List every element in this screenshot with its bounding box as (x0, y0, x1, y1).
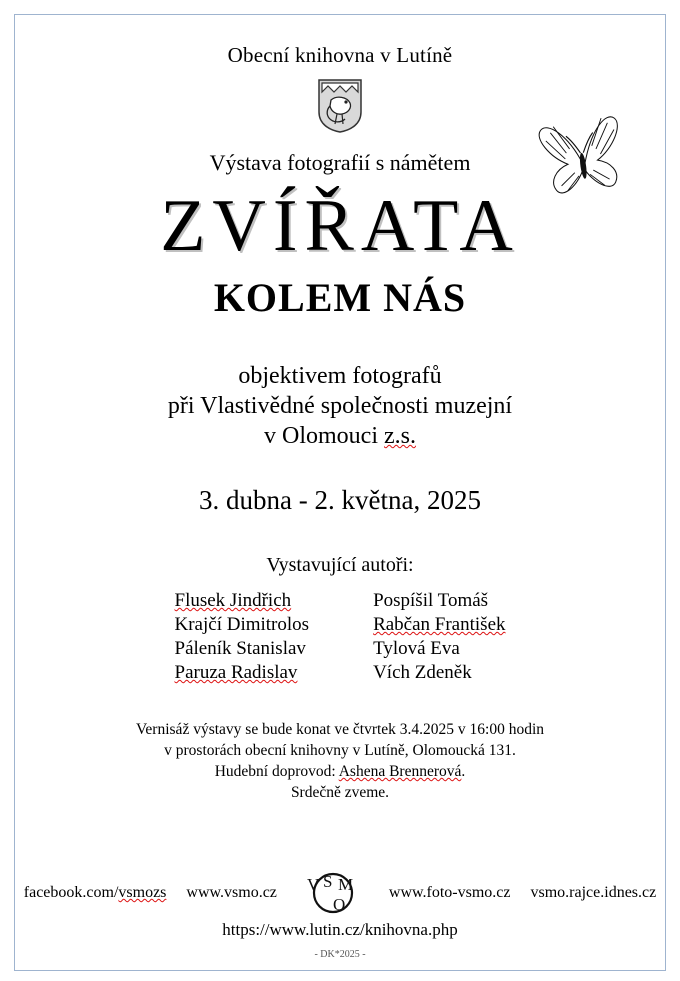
info-line-3-label: Hudební doprovod: (214, 763, 339, 780)
authors-column-right (373, 589, 505, 685)
lead-line-2: při Vlastivědné společnosti muzejní (167, 393, 513, 419)
musician-name: Ashena Brennerová (338, 763, 462, 780)
credit-note: - DK*2025 - (314, 949, 366, 960)
lead-line-3-suffix: z.s. (384, 423, 416, 449)
author-name: Rabčan František (373, 614, 506, 635)
info-line-4: Srdečně zveme. (290, 784, 390, 801)
svg-text:S: S (322, 872, 333, 891)
svg-text:V: V (306, 875, 320, 894)
links-row (15, 870, 665, 916)
info-line-2: v prostorách obecní knihovny v Lutíně, Olomoucká 131. (164, 742, 516, 759)
list-item (373, 613, 505, 637)
vsmo-logo-icon (297, 870, 369, 916)
authors-heading: Vystavující autoři: (266, 554, 414, 576)
list-item (373, 637, 505, 661)
organization-line: Obecní knihovna v Lutíně (227, 43, 453, 67)
author-name: Pospíšil Tomáš (373, 590, 489, 611)
info-line-3 (35, 761, 645, 782)
authors-list (35, 589, 645, 685)
exhibition-dates: 3. dubna - 2. května, 2025 (199, 485, 481, 515)
author-name: Tylová Eva (373, 638, 460, 659)
butterfly-icon (520, 101, 646, 227)
svg-text:M: M (337, 875, 354, 894)
list-item (373, 589, 505, 613)
facebook-link-handle: vsmozs (118, 884, 167, 901)
lead-line-3 (35, 421, 645, 451)
authors-column-left (175, 589, 310, 685)
list-item (373, 661, 505, 685)
facebook-link[interactable] (24, 884, 167, 902)
website-link-foto[interactable]: www.foto-vsmo.cz (388, 884, 511, 901)
page-subtitle: KOLEM NÁS (213, 275, 467, 320)
info-line-1: Vernisáž výstavy se bude konat ve čtvrtek 3.4.2025 v 16:00 hodin (135, 721, 545, 738)
author-name: Krajčí Dimitrolos (174, 614, 310, 635)
exhibition-subtitle: Výstava fotografií s námětem (209, 150, 471, 175)
lead-line-3-text: v Olomouci (264, 423, 384, 449)
title-row (35, 184, 645, 268)
poster-frame (14, 14, 666, 971)
library-website-link[interactable]: https://www.lutin.cz/knihovna.php (222, 920, 458, 939)
town-crest-icon (317, 78, 363, 134)
author-name: Paruza Radislav (174, 662, 298, 683)
list-item (175, 637, 310, 661)
event-details (35, 719, 645, 803)
lead-text (35, 361, 645, 451)
svg-text:O: O (332, 895, 346, 914)
list-item (175, 589, 310, 613)
facebook-link-prefix: facebook.com/ (23, 884, 119, 901)
list-item (175, 661, 310, 685)
website-link-vsmo[interactable]: www.vsmo.cz (186, 884, 277, 901)
info-line-3-period: . (461, 763, 466, 780)
author-name: Flusek Jindřich (174, 590, 292, 611)
author-name: Vích Zdeněk (373, 662, 472, 683)
page-title: ZVÍŘATA (160, 185, 520, 267)
lead-line-1: objektivem fotografů (238, 363, 442, 389)
list-item (175, 613, 310, 637)
author-name: Páleník Stanislav (174, 638, 306, 659)
website-link-rajce[interactable]: vsmo.rajce.idnes.cz (530, 884, 657, 901)
